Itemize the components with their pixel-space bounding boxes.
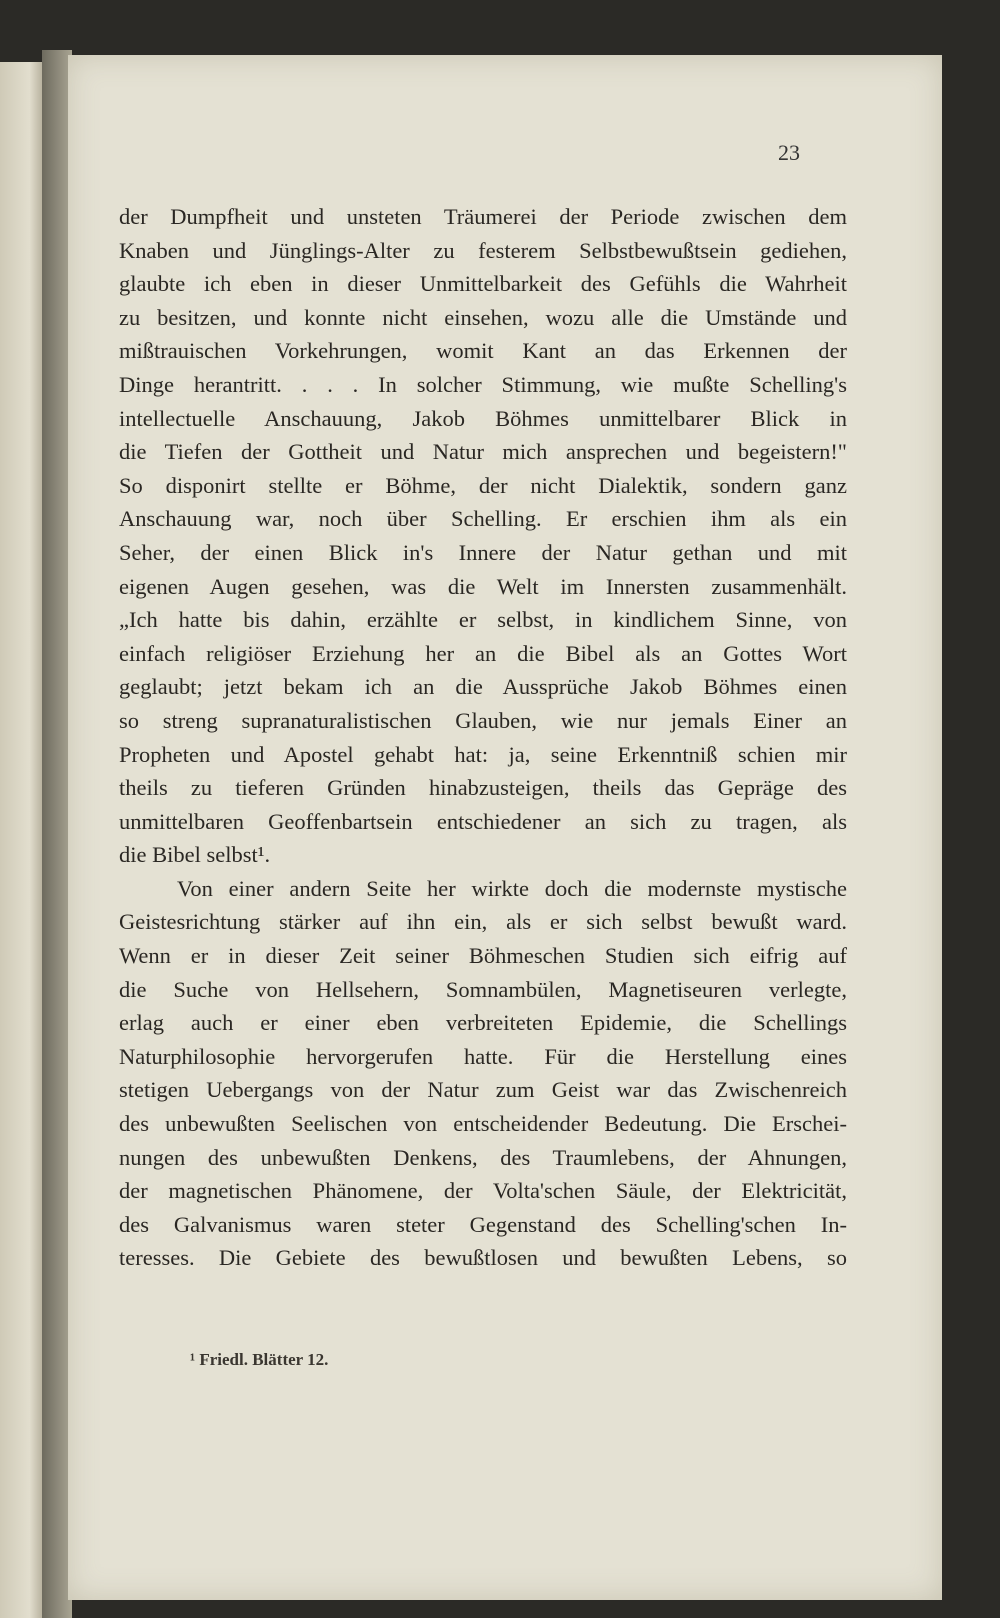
text-line: So disponirt stellte er Böhme, der nicht Dialektik, sondern ganz [119, 472, 847, 498]
facing-page-edge [0, 62, 42, 1618]
text-line: „Ich hatte bis dahin, erzählte er selbst, in kindlichem Sinne, von [119, 607, 847, 633]
text-line: nungen des unbewußten Denkens, des Traumlebens, der Ahnungen, [119, 1144, 847, 1170]
text-line: einfach religiöser Erziehung her an die Bibel als an Gottes Wort [119, 640, 847, 666]
text-line: Von einer andern Seite her wirkte doch die modernste mystische [177, 875, 847, 901]
text-line: erlag auch er einer eben verbreiteten Epidemie, die Schellings [119, 1010, 847, 1036]
text-line: Naturphilosophie hervorgerufen hatte. Für die Herstellung eines [119, 1043, 847, 1069]
text-line: der magnetischen Phänomene, der Volta'schen Säule, der Elektricität, [119, 1178, 847, 1204]
text-line: Wenn er in dieser Zeit seiner Böhmeschen Studien sich eifrig auf [119, 943, 847, 969]
text-line: des unbewußten Seelischen von entscheidender Bedeutung. Die Erschei- [119, 1111, 847, 1137]
body-text [119, 200, 847, 1275]
text-line: zu besitzen, und konnte nicht einsehen, wozu alle die Umstände und [119, 304, 847, 330]
text-line: die Suche von Hellsehern, Somnambülen, Magnetiseuren verlegte, [119, 976, 847, 1002]
text-line: theils zu tieferen Gründen hinabzusteigen, theils das Gepräge des [119, 775, 847, 801]
text-line: intellectuelle Anschauung, Jakob Böhmes unmittelbarer Blick in [119, 405, 847, 431]
text-line: unmittelbaren Geoffenbartsein entschiedener an sich zu tragen, als [119, 808, 847, 834]
text-line: teresses. Die Gebiete des bewußtlosen und bewußten Lebens, so [119, 1245, 847, 1271]
text-line: die Bibel selbst¹. [119, 842, 271, 868]
text-line: Seher, der einen Blick in's Innere der Natur gethan und mit [119, 539, 847, 565]
footnote: ¹ Friedl. Blätter 12. [190, 1350, 329, 1369]
text-line: Dinge herantritt. . . . In solcher Stimmung, wie mußte Schelling's [119, 371, 847, 397]
text-line: Propheten und Apostel gehabt hat: ja, seine Erkenntniß schien mir [119, 741, 847, 767]
text-line: der Dumpfheit und unsteten Träumerei der Periode zwischen dem [119, 204, 847, 229]
text-line: mißtrauischen Vorkehrungen, womit Kant an das Erkennen der [119, 338, 847, 364]
text-line: die Tiefen der Gottheit und Natur mich ansprechen und begeistern!" [119, 439, 847, 465]
text-line: glaubte ich eben in dieser Unmittelbarkeit des Gefühls die Wahrheit [119, 271, 847, 297]
text-line: geglaubt; jetzt bekam ich an die Aussprüche Jakob Böhmes einen [119, 674, 847, 700]
page-number: 23 [778, 140, 800, 165]
text-line: Geistesrichtung stärker auf ihn ein, als er sich selbst bewußt ward. [119, 909, 847, 935]
text-line: eigenen Augen gesehen, was die Welt im Innersten zusammenhält. [119, 573, 847, 599]
text-line: stetigen Uebergangs von der Natur zum Geist war das Zwischenreich [119, 1077, 847, 1103]
text-line: so streng supranaturalistischen Glauben, wie nur jemals Einer an [119, 707, 847, 733]
text-line: Knaben und Jünglings-Alter zu festerem Selbstbewußtsein gediehen, [119, 237, 847, 263]
text-line: des Galvanismus waren steter Gegenstand des Schelling'schen In- [119, 1211, 847, 1237]
text-line: Anschauung war, noch über Schelling. Er erschien ihm als ein [119, 506, 847, 532]
